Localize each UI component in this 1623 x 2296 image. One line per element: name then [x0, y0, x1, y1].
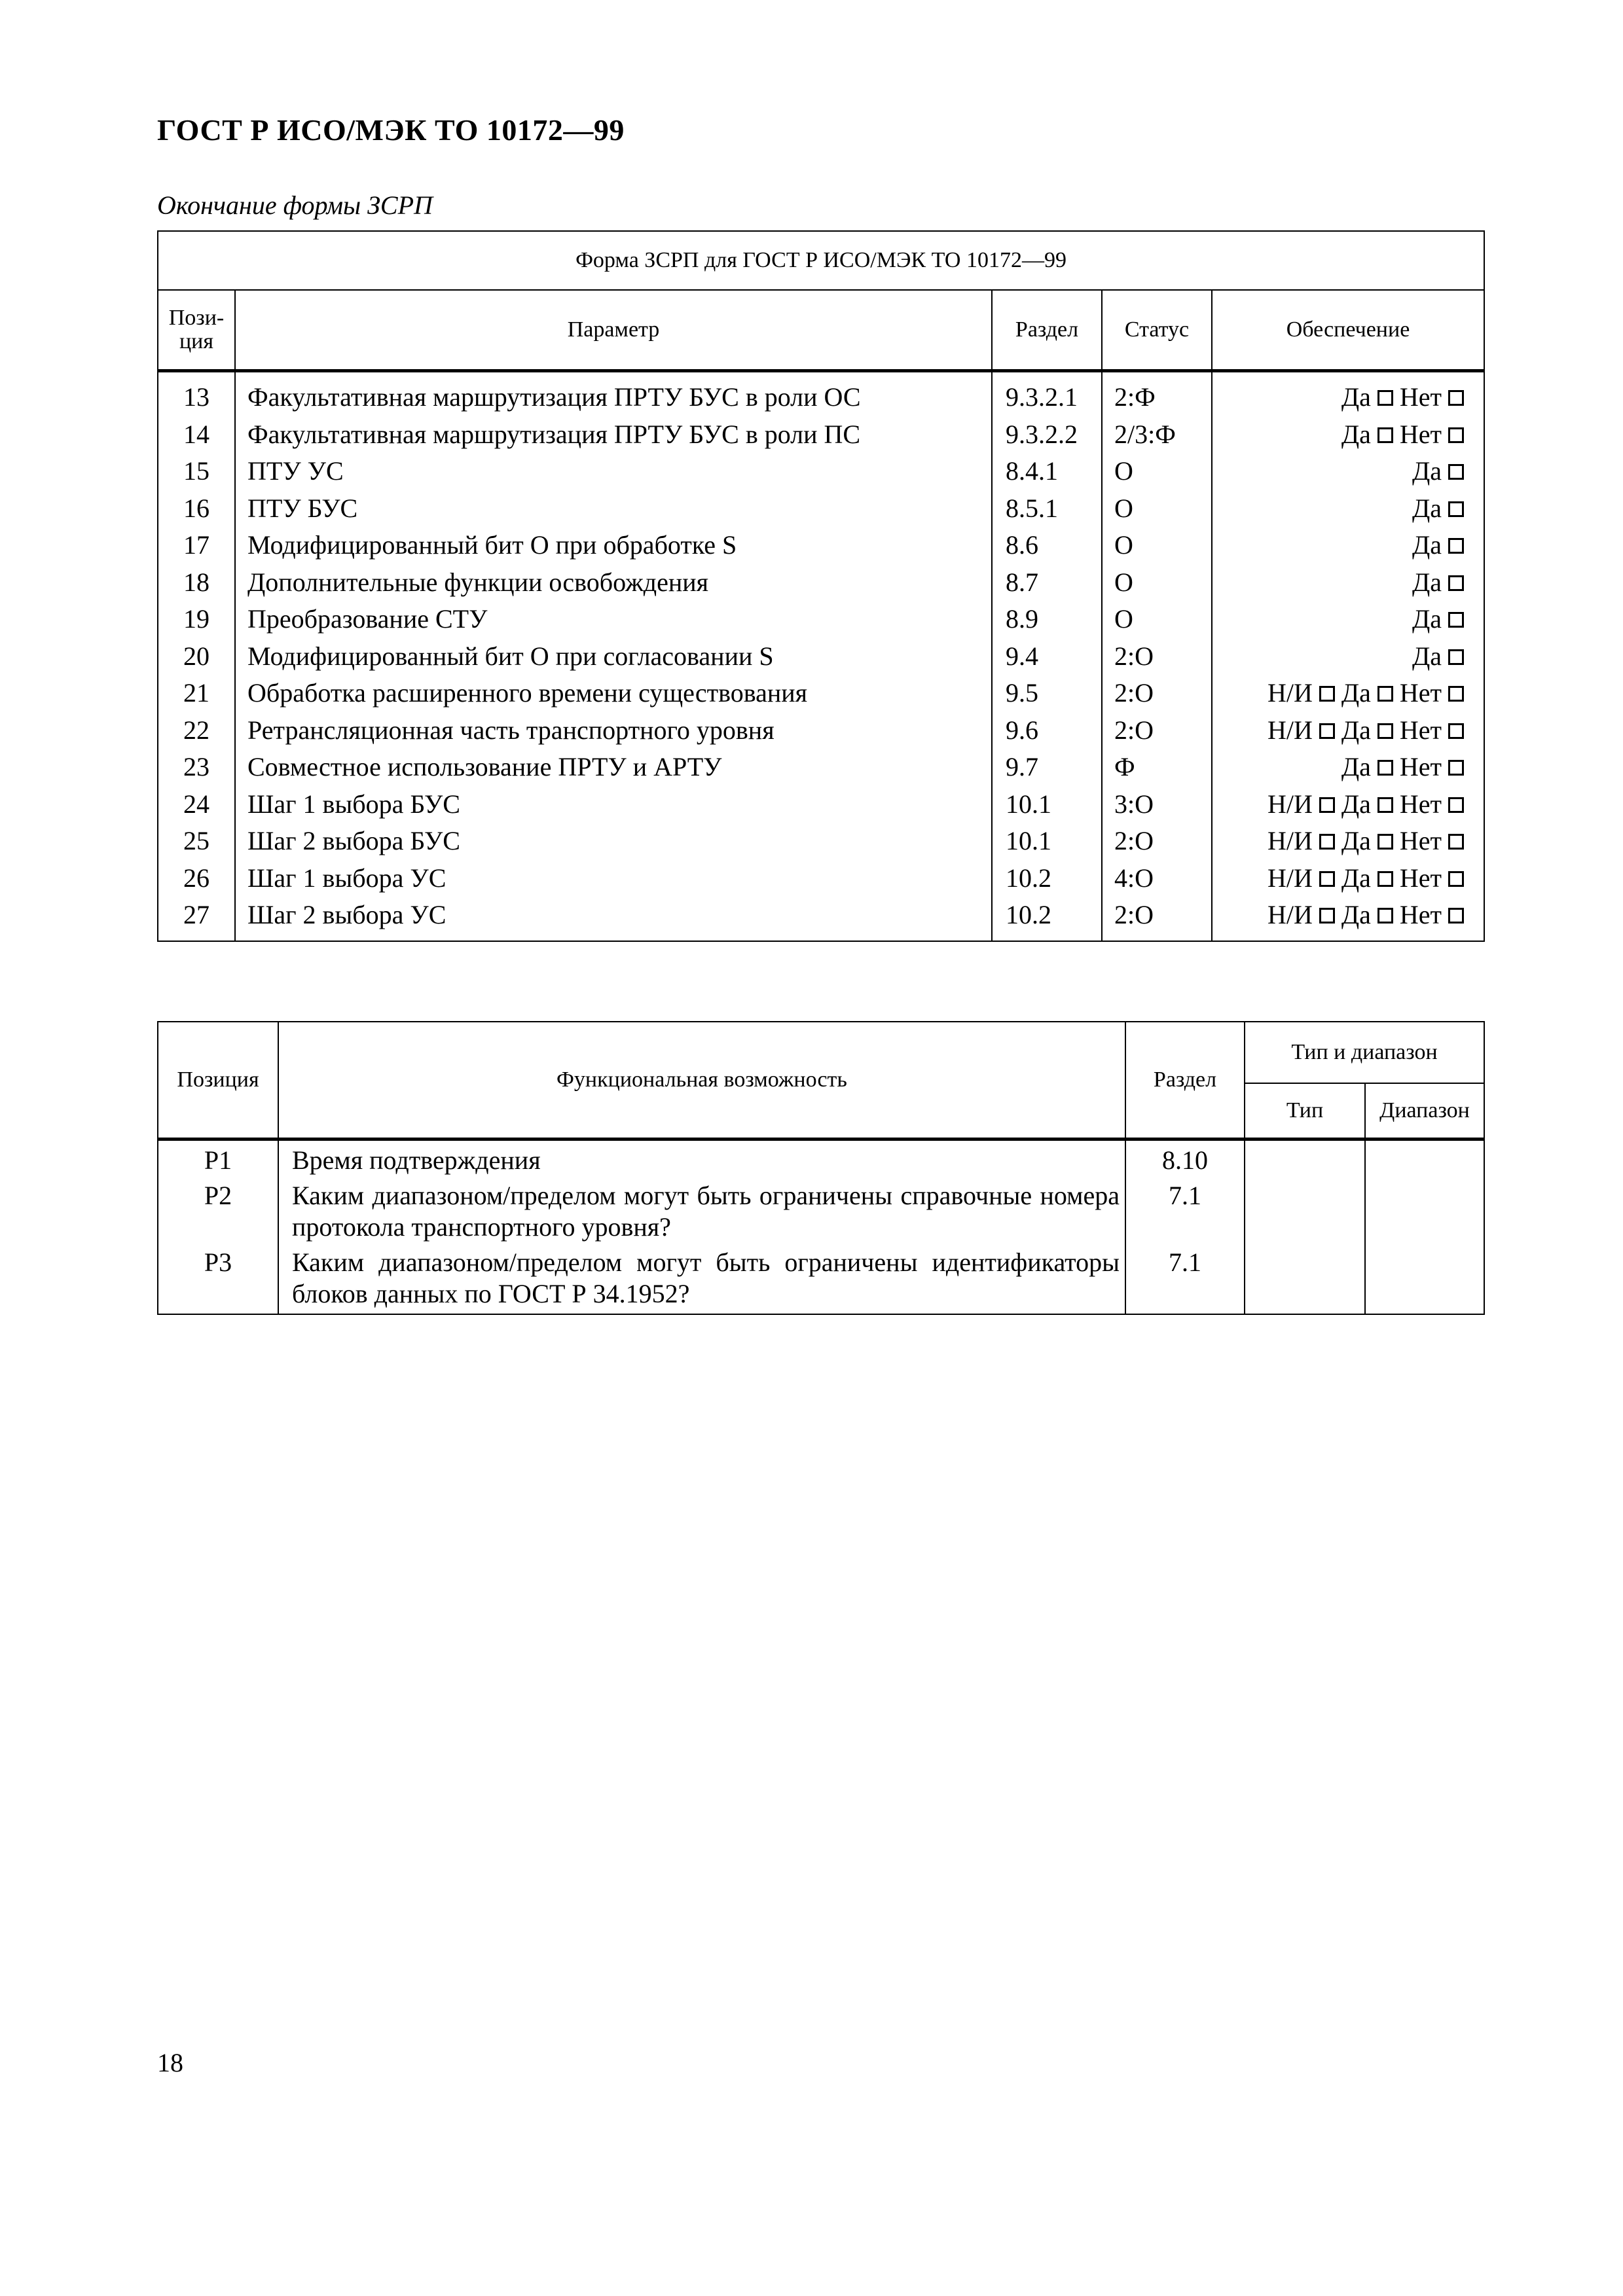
header-section: Раздел — [992, 290, 1102, 371]
support-option-label: Нет — [1399, 752, 1442, 782]
row-support — [1212, 601, 1484, 638]
checkbox[interactable] — [1319, 723, 1335, 739]
checkbox[interactable] — [1377, 908, 1393, 924]
row-position: 16 — [158, 490, 235, 528]
page-number: 18 — [157, 2048, 183, 2077]
row-parameter: Обработка расширенного времени существования — [235, 675, 992, 712]
table-row — [158, 638, 1484, 675]
checkbox[interactable] — [1448, 575, 1464, 591]
header-cap-position: Позиция — [158, 1022, 278, 1139]
row-support — [1212, 564, 1484, 601]
row-parameter: Шаг 1 выбора БУС — [235, 786, 992, 823]
header-status: Статус — [1102, 290, 1212, 371]
support-option-label: Да — [1341, 752, 1371, 782]
cap-row-capability: Каким диапазоном/пределом могут быть ограничены справочные номера протокола транспортного уровня? — [278, 1176, 1125, 1243]
row-section: 9.4 — [992, 638, 1102, 675]
header-type-and-range: Тип и диапазон — [1245, 1022, 1484, 1083]
table-row — [158, 712, 1484, 749]
support-option-label: Да — [1341, 863, 1371, 893]
cap-row-range — [1365, 1139, 1484, 1177]
support-option-label: Нет — [1399, 789, 1442, 819]
cap-row-range — [1365, 1243, 1484, 1314]
table-row — [158, 786, 1484, 823]
support-option-label: Н/И — [1267, 863, 1313, 893]
row-status: 3:О — [1102, 786, 1212, 823]
row-support — [1212, 786, 1484, 823]
row-parameter: ПТУ УС — [235, 453, 992, 490]
row-status: О — [1102, 490, 1212, 528]
cap-row-type — [1245, 1176, 1365, 1243]
support-option-label: Нет — [1399, 678, 1442, 708]
row-position: 22 — [158, 712, 235, 749]
support-option-label: Н/И — [1267, 789, 1313, 819]
cap-row-type — [1245, 1139, 1365, 1177]
support-option-label: Да — [1412, 641, 1442, 671]
table-row — [158, 416, 1484, 454]
row-position: 27 — [158, 897, 235, 941]
support-option-label: Н/И — [1267, 678, 1313, 708]
cap-row-position: P3 — [158, 1243, 278, 1314]
row-support — [1212, 416, 1484, 454]
row-position: 23 — [158, 749, 235, 786]
support-option-label: Да — [1341, 826, 1371, 856]
header-type: Тип — [1245, 1083, 1365, 1139]
checkbox[interactable] — [1448, 760, 1464, 776]
table-row — [158, 601, 1484, 638]
cap-row-type — [1245, 1243, 1365, 1314]
row-position: 25 — [158, 823, 235, 860]
row-parameter: Шаг 1 выбора УС — [235, 860, 992, 897]
row-support — [1212, 823, 1484, 860]
row-parameter: Дополнительные функции освобождения — [235, 564, 992, 601]
row-parameter: Модифицированный бит О при согласовании S — [235, 638, 992, 675]
row-section: 10.2 — [992, 897, 1102, 941]
support-option-label: Н/И — [1267, 715, 1313, 745]
support-option-label: Да — [1412, 567, 1442, 597]
support-option-label: Да — [1412, 604, 1442, 634]
support-option-label: Да — [1341, 900, 1371, 930]
row-section: 10.2 — [992, 860, 1102, 897]
checkbox[interactable] — [1448, 871, 1464, 887]
checkbox[interactable] — [1377, 723, 1393, 739]
form-table-header — [158, 290, 1484, 371]
row-position: 26 — [158, 860, 235, 897]
row-parameter: Шаг 2 выбора БУС — [235, 823, 992, 860]
row-status: 4:О — [1102, 860, 1212, 897]
table-row — [158, 1243, 1484, 1314]
cap-row-section: 8.10 — [1125, 1139, 1245, 1177]
checkbox[interactable] — [1377, 834, 1393, 850]
checkbox[interactable] — [1377, 390, 1393, 406]
form-table-title: Форма ЗСРП для ГОСТ Р ИСО/МЭК ТО 10172—99 — [158, 231, 1484, 290]
checkbox[interactable] — [1448, 390, 1464, 406]
checkbox[interactable] — [1448, 686, 1464, 702]
page-header: ГОСТ Р ИСО/МЭК ТО 10172—99 — [157, 113, 625, 147]
capability-table-header — [158, 1022, 1484, 1083]
row-parameter: Шаг 2 выбора УС — [235, 897, 992, 941]
form-table — [157, 230, 1485, 942]
checkbox[interactable] — [1377, 686, 1393, 702]
table-row — [158, 1176, 1484, 1243]
table-row — [158, 371, 1484, 416]
row-section: 8.9 — [992, 601, 1102, 638]
form-table-body — [158, 371, 1484, 941]
row-support — [1212, 860, 1484, 897]
row-section: 10.1 — [992, 823, 1102, 860]
cap-row-capability: Время подтверждения — [278, 1139, 1125, 1177]
row-support — [1212, 897, 1484, 941]
header-position-line2: ция — [179, 329, 214, 353]
support-option-label: Да — [1412, 493, 1442, 523]
row-status: О — [1102, 527, 1212, 564]
row-support — [1212, 712, 1484, 749]
row-position: 21 — [158, 675, 235, 712]
checkbox[interactable] — [1319, 686, 1335, 702]
table-row — [158, 490, 1484, 528]
row-position: 15 — [158, 453, 235, 490]
row-status: О — [1102, 601, 1212, 638]
row-status: О — [1102, 564, 1212, 601]
support-option-label: Да — [1412, 456, 1442, 486]
checkbox[interactable] — [1448, 797, 1464, 813]
checkbox[interactable] — [1448, 501, 1464, 517]
checkbox[interactable] — [1448, 649, 1464, 665]
row-section: 8.4.1 — [992, 453, 1102, 490]
support-option-label: Нет — [1399, 382, 1442, 412]
cap-row-range — [1365, 1176, 1484, 1243]
checkbox[interactable] — [1377, 797, 1393, 813]
row-support — [1212, 749, 1484, 786]
support-option-label: Н/И — [1267, 826, 1313, 856]
header-range: Диапазон — [1365, 1083, 1484, 1139]
row-section: 8.5.1 — [992, 490, 1102, 528]
cap-row-section: 7.1 — [1125, 1243, 1245, 1314]
table-row — [158, 1139, 1484, 1177]
row-support — [1212, 490, 1484, 528]
row-status: 2/3:Ф — [1102, 416, 1212, 454]
row-position: 18 — [158, 564, 235, 601]
support-option-label: Нет — [1399, 900, 1442, 930]
cap-row-position: P1 — [158, 1139, 278, 1177]
row-section: 9.3.2.1 — [992, 371, 1102, 416]
checkbox[interactable] — [1448, 464, 1464, 480]
cap-row-section: 7.1 — [1125, 1176, 1245, 1243]
checkbox[interactable] — [1448, 834, 1464, 850]
row-section: 10.1 — [992, 786, 1102, 823]
row-status: О — [1102, 453, 1212, 490]
checkbox[interactable] — [1448, 612, 1464, 628]
row-position: 19 — [158, 601, 235, 638]
row-status: 2:О — [1102, 712, 1212, 749]
row-support — [1212, 527, 1484, 564]
row-support — [1212, 453, 1484, 490]
cap-row-position: P2 — [158, 1176, 278, 1243]
row-position: 13 — [158, 371, 235, 416]
row-position: 20 — [158, 638, 235, 675]
support-option-label: Нет — [1399, 419, 1442, 449]
header-cap-section: Раздел — [1125, 1022, 1245, 1139]
table-row — [158, 897, 1484, 941]
row-status: 2:О — [1102, 638, 1212, 675]
support-option-label: Н/И — [1267, 900, 1313, 930]
support-option-label: Да — [1341, 419, 1371, 449]
cap-row-capability: Каким диапазоном/пределом могут быть ограничены идентификаторы блоков данных по ГОСТ Р 34.1952? — [278, 1243, 1125, 1314]
row-support — [1212, 371, 1484, 416]
table-row — [158, 860, 1484, 897]
row-section: 8.6 — [992, 527, 1102, 564]
capability-table — [157, 1021, 1485, 1315]
table-row — [158, 453, 1484, 490]
checkbox[interactable] — [1448, 427, 1464, 443]
table-row — [158, 564, 1484, 601]
header-parameter: Параметр — [235, 290, 992, 371]
row-status: 2:О — [1102, 823, 1212, 860]
checkbox[interactable] — [1377, 427, 1393, 443]
checkbox[interactable] — [1319, 834, 1335, 850]
row-status: Ф — [1102, 749, 1212, 786]
row-section: 9.7 — [992, 749, 1102, 786]
header-position-line1: Пози- — [168, 306, 225, 330]
row-parameter: Модифицированный бит О при обработке S — [235, 527, 992, 564]
support-option-label: Нет — [1399, 826, 1442, 856]
checkbox[interactable] — [1448, 723, 1464, 739]
support-option-label: Да — [1341, 678, 1371, 708]
row-section: 9.3.2.2 — [992, 416, 1102, 454]
support-option-label: Да — [1341, 715, 1371, 745]
support-option-label: Нет — [1399, 715, 1442, 745]
row-section: 9.6 — [992, 712, 1102, 749]
row-status: 2:О — [1102, 897, 1212, 941]
row-parameter: Факультативная маршрутизация ПРТУ БУС в роли ОС — [235, 371, 992, 416]
table-row — [158, 823, 1484, 860]
row-status: 2:Ф — [1102, 371, 1212, 416]
support-option-label: Да — [1341, 789, 1371, 819]
row-status: 2:О — [1102, 675, 1212, 712]
checkbox[interactable] — [1377, 871, 1393, 887]
header-support: Обеспечение — [1212, 290, 1484, 371]
table-row — [158, 749, 1484, 786]
row-position: 24 — [158, 786, 235, 823]
checkbox[interactable] — [1448, 908, 1464, 924]
table-row — [158, 527, 1484, 564]
header-position — [158, 290, 235, 371]
capability-table-body — [158, 1139, 1484, 1315]
table-row — [158, 675, 1484, 712]
row-position: 14 — [158, 416, 235, 454]
checkbox[interactable] — [1319, 908, 1335, 924]
header-cap-capability: Функциональная возможность — [278, 1022, 1125, 1139]
row-position: 17 — [158, 527, 235, 564]
form-caption: Окончание формы ЗСРП — [157, 190, 433, 220]
row-parameter: ПТУ БУС — [235, 490, 992, 528]
row-parameter: Ретрансляционная часть транспортного уровня — [235, 712, 992, 749]
row-parameter: Совместное использование ПРТУ и АРТУ — [235, 749, 992, 786]
row-parameter: Преобразование СТУ — [235, 601, 992, 638]
checkbox[interactable] — [1319, 871, 1335, 887]
support-option-label: Нет — [1399, 863, 1442, 893]
row-parameter: Факультативная маршрутизация ПРТУ БУС в роли ПС — [235, 416, 992, 454]
checkbox[interactable] — [1319, 797, 1335, 813]
row-support — [1212, 675, 1484, 712]
row-support — [1212, 638, 1484, 675]
support-option-label: Да — [1341, 382, 1371, 412]
checkbox[interactable] — [1448, 538, 1464, 554]
row-section: 8.7 — [992, 564, 1102, 601]
row-section: 9.5 — [992, 675, 1102, 712]
checkbox[interactable] — [1377, 760, 1393, 776]
support-option-label: Да — [1412, 530, 1442, 560]
